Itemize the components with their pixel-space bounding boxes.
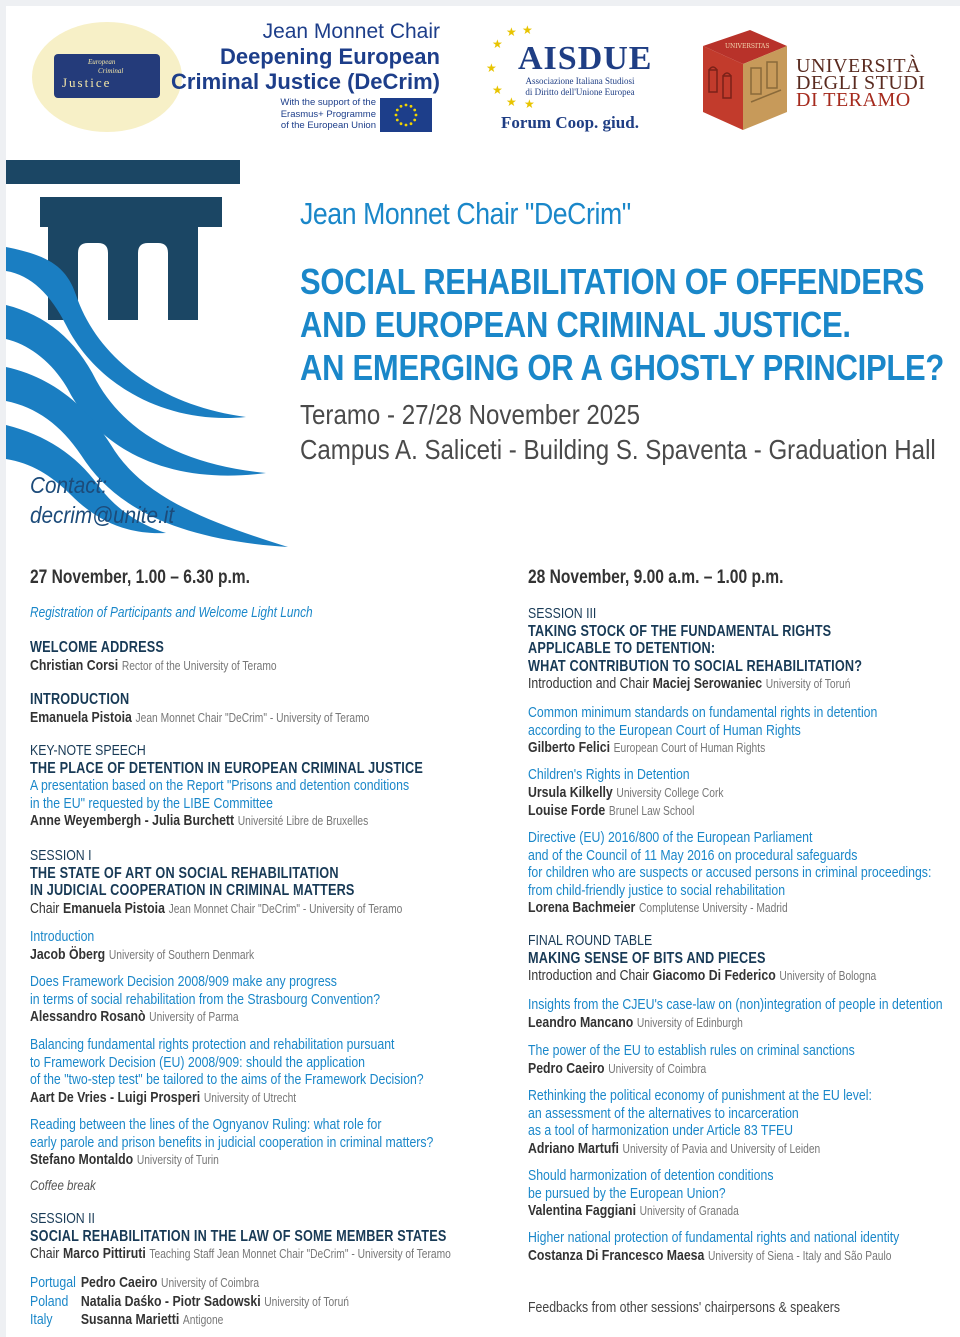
registration-note: Registration of Participants and Welcome Light Lunch xyxy=(30,605,313,621)
page-title xyxy=(300,260,945,389)
speaker-affiliation: University of Granada xyxy=(639,1204,739,1218)
talk-item xyxy=(528,996,943,1032)
talk-item xyxy=(528,1167,773,1221)
speaker-name: Valentina Faggiani xyxy=(528,1202,636,1219)
country-label: Italy xyxy=(30,1311,53,1328)
chair-prefix: Chair xyxy=(30,1245,60,1262)
speaker-name: Christian Corsi xyxy=(30,656,119,674)
speaker-affiliation: University of Toruń xyxy=(264,1294,349,1309)
svg-text:★: ★ xyxy=(506,95,517,109)
section-label: KEY-NOTE SPEECH xyxy=(30,742,146,759)
talk-title: Children's Rights in Detention xyxy=(528,766,690,783)
country-label: Poland xyxy=(30,1292,69,1310)
speaker-name: Susanna Marietti xyxy=(80,1311,180,1328)
talk-item xyxy=(528,1042,855,1078)
coffee-break: Coffee break xyxy=(30,1177,96,1193)
session1-block xyxy=(30,847,402,918)
talk-title: Balancing fundamental rights protection and rehabilitation pursuant xyxy=(30,1036,395,1053)
roundtable-block xyxy=(528,932,876,986)
speaker-affiliation: University of Parma xyxy=(149,1010,239,1024)
talk-item xyxy=(30,1036,424,1107)
speaker-name: Ursula Kilkelly xyxy=(528,783,613,801)
speaker-name: Lorena Bachmeier xyxy=(528,899,636,916)
speaker-affiliation: University of Siena - Italy and São Paulo xyxy=(708,1248,892,1263)
speaker-name: Alessandro Rosanò xyxy=(30,1008,146,1025)
speaker-name: Jacob Öberg xyxy=(30,945,106,963)
talk-title: for children who are suspects or accused persons in criminal proceedings: xyxy=(528,864,932,881)
svg-text:★: ★ xyxy=(506,25,517,39)
day2-heading: 28 November, 9.00 a.m. – 1.00 p.m. xyxy=(528,567,784,588)
talk-item xyxy=(528,766,724,821)
title-line: AN EMERGING OR A GHOSTLY PRINCIPLE? xyxy=(300,347,945,388)
contact-block xyxy=(30,470,174,530)
talk-title: be pursued by the European Union? xyxy=(528,1184,726,1202)
talk-title: an assessment of the alternatives to incarceration xyxy=(528,1104,799,1122)
speaker-affiliation: Brunel Law School xyxy=(608,804,695,818)
svg-text:★: ★ xyxy=(522,23,533,37)
section-title: INTRODUCTION xyxy=(30,691,130,708)
talk-item xyxy=(30,1116,433,1170)
section-label: FINAL ROUND TABLE xyxy=(528,932,653,949)
country-row xyxy=(30,1274,349,1293)
introduction-block xyxy=(30,691,369,727)
erasmus-line: of the European Union xyxy=(280,120,376,131)
speaker-affiliation: Teaching Staff Jean Monnet Chair "DeCrim" - University of Teramo xyxy=(149,1247,451,1261)
section-label: SESSION II xyxy=(30,1210,95,1227)
speaker-affiliation: European Court of Human Rights xyxy=(613,741,766,755)
talk-title: Directive (EU) 2016/800 of the European Parliament xyxy=(528,829,813,846)
speaker-name: Pedro Caeiro xyxy=(80,1274,158,1291)
section-title: THE STATE OF ART ON SOCIAL REHABILITATION xyxy=(30,864,339,882)
feedback-note: Feedbacks from other sessions' chairpersons & speakers xyxy=(528,1299,841,1316)
speaker-affiliation: University of Toruń xyxy=(765,677,851,691)
university-teramo-name xyxy=(796,55,936,111)
section-title: WHAT CONTRIBUTION TO SOCIAL REHABILITATION? xyxy=(528,657,863,675)
contact-email-link[interactable]: decrim@unite.it xyxy=(30,502,175,528)
talk-item xyxy=(528,704,877,758)
aisdue-sub-line: Associazione Italiana Studiosi xyxy=(525,76,635,86)
speaker-name: Maciej Serowaniec xyxy=(652,675,763,692)
talk-title: according to the European Court of Human Rights xyxy=(528,721,801,739)
speaker-affiliation: Complutense University - Madrid xyxy=(638,901,788,915)
date-location: Teramo - 27/28 November 2025 xyxy=(300,399,640,430)
speaker-name: Stefano Montaldo xyxy=(30,1151,134,1168)
country-row xyxy=(30,1293,349,1312)
chair-prefix: Introduction and Chair xyxy=(528,675,650,692)
aisdue-logo xyxy=(484,22,654,137)
talk-title: A presentation based on the Report "Prisons and detention conditions xyxy=(30,777,410,794)
keynote-block xyxy=(30,742,423,831)
jean-monnet-chair-title xyxy=(140,20,440,94)
welcome-address-block xyxy=(30,639,277,675)
unite-line: DEGLI STUDI xyxy=(796,72,926,94)
talk-item xyxy=(30,973,380,1027)
jm-line: Criminal Justice (DeCrim) xyxy=(171,69,440,94)
chair-prefix: Chair xyxy=(30,899,60,917)
talk-title: of the "two-step test" be tailored to the aims of the Framework Decision? xyxy=(30,1071,424,1088)
speaker-name: Costanza Di Francesco Maesa xyxy=(528,1246,705,1264)
talk-item xyxy=(528,1087,872,1158)
talk-item xyxy=(528,829,931,918)
speaker-name: Pedro Caeiro xyxy=(528,1059,605,1077)
country-label: Portugal xyxy=(30,1274,76,1291)
talk-item xyxy=(30,928,254,964)
talk-title: Rethinking the political economy of punishment at the EU level: xyxy=(528,1087,872,1104)
speaker-affiliation: Rector of the University of Teramo xyxy=(121,658,277,673)
seal-text: Justice xyxy=(62,75,112,90)
seal-text: Criminal xyxy=(98,67,124,75)
chair-prefix: Introduction and Chair xyxy=(528,967,650,984)
svg-text:★: ★ xyxy=(492,37,503,51)
talk-title: in terms of social rehabilitation from the Strasbourg Convention? xyxy=(30,990,381,1008)
speaker-name: Emanuela Pistoia xyxy=(63,899,165,917)
chair-subtitle: Jean Monnet Chair "DeCrim" xyxy=(300,196,631,231)
svg-text:★: ★ xyxy=(492,83,503,97)
speaker-affiliation: University of Bologna xyxy=(779,969,877,983)
speaker-affiliation: Jean Monnet Chair "DeCrim" - University of Teramo xyxy=(135,710,370,725)
talk-title: early parole and prison benefits in judicial cooperation in criminal matters? xyxy=(30,1133,434,1151)
svg-text:★: ★ xyxy=(486,61,497,75)
speaker-affiliation: University of Coimbra xyxy=(161,1276,260,1290)
section-title: THE PLACE OF DETENTION IN EUROPEAN CRIMINAL JUSTICE xyxy=(30,759,423,777)
svg-text:UNIVERSITAS: UNIVERSITAS xyxy=(725,43,770,50)
talk-title: Common minimum standards on fundamental rights in detention xyxy=(528,704,878,721)
speaker-name: Natalia Daśko - Piotr Sadowski xyxy=(80,1292,261,1310)
speaker-affiliation: University of Turin xyxy=(136,1153,219,1167)
aisdue-sub-line: di Diritto dell'Unione Europea xyxy=(525,87,635,97)
university-teramo-emblem xyxy=(695,24,790,132)
aisdue-title: AISDUE xyxy=(518,40,653,77)
session3-block xyxy=(528,605,862,694)
speaker-name: Marco Pittiruti xyxy=(63,1245,146,1262)
country-speakers-list xyxy=(30,1274,349,1330)
speaker-affiliation: Antigone xyxy=(182,1313,224,1327)
unite-line: DI TERAMO xyxy=(796,89,911,111)
erasmus-line: With the support of the xyxy=(280,97,376,108)
title-line: AND EUROPEAN CRIMINAL JUSTICE. xyxy=(300,304,851,345)
section-title: MAKING SENSE OF BITS AND PIECES xyxy=(528,949,766,967)
jm-line: Deepening European xyxy=(219,44,440,69)
svg-text:★: ★ xyxy=(524,97,535,111)
talk-title: Should harmonization of detention conditions xyxy=(528,1167,774,1184)
speaker-affiliation: University of Pavia and University of Leiden xyxy=(622,1141,821,1156)
contact-label: Contact: xyxy=(30,472,108,498)
day1-heading: 27 November, 1.00 – 6.30 p.m. xyxy=(30,567,250,588)
title-line: SOCIAL REHABILITATION OF OFFENDERS xyxy=(300,261,925,302)
speaker-name: Leandro Mancano xyxy=(528,1013,634,1031)
speaker-name: Emanuela Pistoia xyxy=(30,708,132,726)
speaker-affiliation: Université Libre de Bruxelles xyxy=(237,814,369,828)
aisdue-forum: Forum Coop. giud. xyxy=(501,113,639,132)
section-label: SESSION III xyxy=(528,605,597,622)
speaker-name: Aart De Vries - Luigi Prosperi xyxy=(30,1088,201,1106)
talk-title: Introduction xyxy=(30,928,95,945)
speaker-affiliation: University College Cork xyxy=(616,785,724,800)
header xyxy=(0,0,960,150)
talk-title: Insights from the CJEU's case-law on (non)integration of people in detention xyxy=(528,996,943,1013)
section-title: WELCOME ADDRESS xyxy=(30,639,165,656)
speaker-affiliation: University of Southern Denmark xyxy=(108,947,255,962)
speaker-affiliation: University of Coimbra xyxy=(608,1061,707,1076)
erasmus-line: Erasmus+ Programme xyxy=(280,108,376,120)
aisdue-subtitle xyxy=(510,76,650,98)
talk-title: Higher national protection of fundamental rights and national identity xyxy=(528,1229,900,1246)
section-title: APPLICABLE TO DETENTION: xyxy=(528,640,716,657)
talk-title: to Framework Decision (EU) 2008/909: should the application xyxy=(30,1053,366,1071)
section-title: SOCIAL REHABILITATION IN THE LAW OF SOME MEMBER STATES xyxy=(30,1227,447,1245)
talk-item xyxy=(528,1229,899,1265)
country-row xyxy=(30,1311,349,1330)
speaker-affiliation: University of Edinburgh xyxy=(636,1015,743,1030)
talk-title: from child-friendly justice to social rehabilitation xyxy=(528,881,786,899)
speaker-name: Gilberto Felici xyxy=(528,739,611,756)
talk-title: and of the Council of 11 May 2016 on procedural safeguards xyxy=(528,846,858,864)
speaker-name: Adriano Martufi xyxy=(528,1139,619,1157)
speaker-name: Giacomo Di Federico xyxy=(652,967,776,984)
venue-info xyxy=(300,397,936,467)
jm-line: Jean Monnet Chair xyxy=(262,20,440,43)
talk-title: in the EU" requested by the LIBE Committee xyxy=(30,794,273,812)
speaker-affiliation: University of Utrecht xyxy=(203,1090,297,1105)
talk-title: as a tool of harmonization under Article 83 TFEU xyxy=(528,1122,794,1139)
section-title: TAKING STOCK OF THE FUNDAMENTAL RIGHTS xyxy=(528,622,832,640)
eu-flag-icon xyxy=(380,98,432,132)
section-title: IN JUDICIAL COOPERATION IN CRIMINAL MATTERS xyxy=(30,882,355,899)
speaker-name: Louise Forde xyxy=(528,802,606,819)
session2-block xyxy=(30,1210,451,1264)
talk-title: Does Framework Decision 2008/909 make any progress xyxy=(30,973,337,990)
seal-text: European xyxy=(88,58,116,66)
talk-title: Reading between the lines of the Ognyanov Ruling: what role for xyxy=(30,1116,382,1133)
talk-title: The power of the EU to establish rules on criminal sanctions xyxy=(528,1042,855,1059)
unite-line: UNIVERSITÀ xyxy=(796,55,921,77)
speaker-affiliation: Jean Monnet Chair "DeCrim" - University of Teramo xyxy=(168,901,403,916)
venue-hall: Campus A. Saliceti - Building S. Spaventa - Graduation Hall xyxy=(300,434,936,465)
erasmus-support-text xyxy=(256,97,376,132)
speaker-name: Anne Weyembergh - Julia Burchett xyxy=(30,812,235,829)
section-label: SESSION I xyxy=(30,847,92,864)
